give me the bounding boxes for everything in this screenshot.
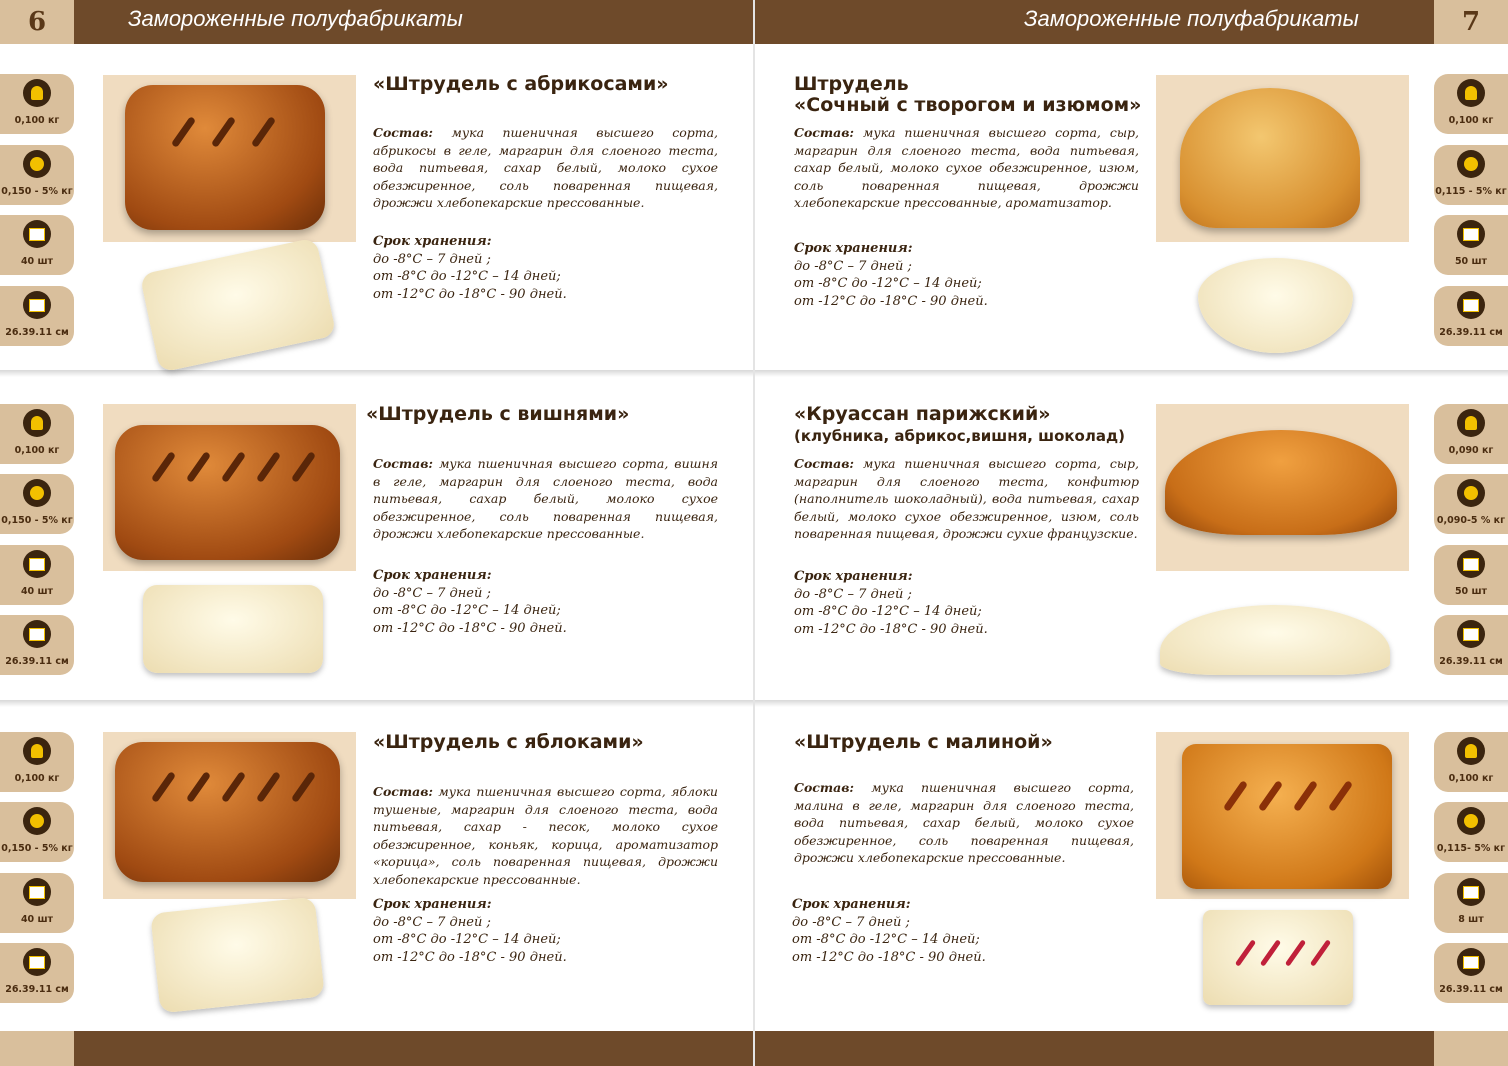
product-composition: Состав: мука пшеничная высшего сорта, вишня в геле, маргарин для слоеного теста, вода питьевая, сахар белый, молоко сухое обезжиренное, соль поваренная пищевая, дрожжи хлебопекарские прессованные. (373, 456, 718, 542)
badge-box-size: 26.39.11 см (0, 286, 74, 346)
box-size-icon (23, 620, 51, 648)
box-count-icon (23, 220, 51, 248)
badge-frozen-weight: 0,090-5 % кг (1434, 474, 1508, 534)
badge-box-count: 50 шт (1434, 545, 1508, 605)
composition-label: Состав: (794, 125, 855, 140)
badge-box-size: 26.39.11 см (1434, 615, 1508, 675)
product-storage: Срок хранения: до -8°С – 7 дней ; от -8°С до -12°С – 14 дней; от -12°С до -18°С - 90 дней. (792, 897, 986, 965)
badge-box-size: 26.39.11 см (1434, 286, 1508, 346)
badge-weight: 0,100 кг (0, 404, 74, 464)
box-size-icon (23, 948, 51, 976)
frozen-weight-icon (1457, 479, 1485, 507)
box-size-icon (1457, 948, 1485, 976)
product-title: «Сочный с творогом и изюмом» (794, 94, 1142, 116)
baked-pastry-image (1180, 88, 1360, 228)
page-spine (753, 0, 755, 1066)
product-composition: Состав: мука пшеничная высшего сорта, яблоки тушеные, маргарин для слоеного теста, вода питьевая, сахар - песок, молоко сухое обезжиренное, коньяк, корица, ароматизатор «корица», соль поваренная пищевая, дрожжи хлебопекарские прессованные. (373, 784, 718, 887)
box-size-icon (1457, 620, 1485, 648)
composition-label: Состав: (794, 456, 855, 471)
badge-weight: 0,100 кг (0, 74, 74, 134)
product-storage: Срок хранения: до -8°С – 7 дней ; от -8°С до -12°С – 14 дней; от -12°С до -18°С - 90 дней. (794, 569, 988, 637)
frozen-pastry-image (1203, 910, 1353, 1005)
footer-band-left (74, 1031, 753, 1066)
product-title: «Штрудель с малиной» (794, 731, 1053, 753)
badge-box-size: 26.39.11 см (0, 943, 74, 1003)
weight-icon (23, 79, 51, 107)
badge-frozen-weight: 0,115- 5% кг (1434, 802, 1508, 862)
weight-icon (1457, 409, 1485, 437)
product-title-line1: Штрудель (794, 73, 909, 95)
badge-frozen-weight: 0,150 - 5% кг (0, 145, 74, 205)
frozen-pastry-image (1160, 605, 1390, 675)
badge-box-count: 40 шт (0, 873, 74, 933)
frozen-weight-icon (1457, 150, 1485, 178)
frozen-pastry-image (1198, 258, 1353, 353)
frozen-weight-icon (23, 150, 51, 178)
box-count-icon (1457, 550, 1485, 578)
baked-pastry-image (115, 425, 340, 560)
box-size-icon (23, 291, 51, 319)
separator (755, 370, 1508, 377)
header-title-right: Замороженные полуфабрикаты (1024, 6, 1359, 31)
composition-label: Состав: (373, 784, 434, 799)
separator (0, 700, 753, 707)
weight-icon (1457, 737, 1485, 765)
badge-box-count: 40 шт (0, 545, 74, 605)
frozen-weight-icon (23, 479, 51, 507)
footer-box-left (0, 1031, 74, 1066)
footer-box-right (1434, 1031, 1508, 1066)
box-count-icon (23, 878, 51, 906)
product-composition: Состав: мука пшеничная высшего сорта, сыр, маргарин для слоеного теста, конфитюр (наполнитель шоколадный), вода питьевая, сахар белый, молоко сухое обезжиренное, изюм, соль поваренная пищевая, дрожжи сухие французские. (794, 456, 1139, 542)
badge-box-size: 26.39.11 см (1434, 943, 1508, 1003)
badge-box-count: 8 шт (1434, 873, 1508, 933)
frozen-weight-icon (23, 807, 51, 835)
product-title: «Круассан парижский» (794, 403, 1051, 425)
badge-weight: 0,100 кг (1434, 732, 1508, 792)
frozen-pastry-image (150, 897, 325, 1014)
page-number-left: 6 (0, 0, 74, 44)
product-composition: Состав: мука пшеничная высшего сорта, малина в геле, маргарин для слоеного теста, вода питьевая, сахар белый, молоко сухое обезжиренное, соль поваренная пищевая, дрожжи хлебопекарские прессованные. (794, 780, 1135, 866)
baked-pastry-image (115, 742, 340, 882)
separator (755, 700, 1508, 707)
product-storage: Срок хранения: до -8°С – 7 дней ; от -8°С до -12°С – 14 дней; от -12°С до -18°С - 90 дней. (373, 234, 567, 302)
composition-label: Состав: (794, 780, 855, 795)
product-subtitle: (клубника, абрикос,вишня, шоколад) (794, 427, 1125, 445)
badge-box-count: 50 шт (1434, 215, 1508, 275)
box-count-icon (1457, 878, 1485, 906)
product-composition: Состав: мука пшеничная высшего сорта, абрикосы в геле, маргарин для слоеного теста, вода питьевая, сахар белый, молоко сухое обезжиренное, соль поваренная пищевая, дрожжи хлебопекарские прессованные. (373, 125, 719, 211)
box-size-icon (1457, 291, 1485, 319)
box-count-icon (1457, 220, 1485, 248)
product-title: «Штрудель с яблоками» (373, 731, 644, 753)
product-storage: Срок хранения: до -8°С – 7 дней ; от -8°С до -12°С – 14 дней; от -12°С до -18°С - 90 дней. (373, 897, 567, 965)
page-number-right: 7 (1434, 0, 1508, 44)
weight-icon (23, 409, 51, 437)
box-count-icon (23, 550, 51, 578)
separator (0, 370, 753, 377)
footer-band-right (755, 1031, 1434, 1066)
product-title: «Штрудель с абрикосами» (373, 73, 669, 95)
frozen-pastry-image (140, 237, 337, 372)
baked-pastry-image (125, 85, 325, 230)
badge-box-size: 26.39.11 см (0, 615, 74, 675)
weight-icon (23, 737, 51, 765)
product-composition: Состав: мука пшеничная высшего сорта, сыр, маргарин для слоеного теста, вода питьевая, сахар белый, молоко сухое обезжиренное, изюм, соль поваренная пищевая, дрожжи хлебопекарские прессованные, ароматизатор. (794, 125, 1139, 211)
badge-weight: 0,090 кг (1434, 404, 1508, 464)
badge-weight: 0,100 кг (1434, 74, 1508, 134)
product-title: «Штрудель с вишнями» (366, 403, 630, 425)
composition-label: Состав: (373, 456, 434, 471)
weight-icon (1457, 79, 1485, 107)
badge-frozen-weight: 0,150 - 5% кг (0, 802, 74, 862)
composition-label: Состав: (373, 125, 434, 140)
product-storage: Срок хранения: до -8°С – 7 дней ; от -8°С до -12°С – 14 дней; от -12°С до -18°С - 90 дней. (794, 241, 988, 309)
baked-pastry-image (1182, 744, 1392, 889)
product-storage: Срок хранения: до -8°С – 7 дней ; от -8°С до -12°С – 14 дней; от -12°С до -18°С - 90 дней. (373, 568, 567, 636)
badge-frozen-weight: 0,150 - 5% кг (0, 474, 74, 534)
badge-weight: 0,100 кг (0, 732, 74, 792)
badge-box-count: 40 шт (0, 215, 74, 275)
frozen-weight-icon (1457, 807, 1485, 835)
badge-frozen-weight: 0,115 - 5% кг (1434, 145, 1508, 205)
frozen-pastry-image (143, 585, 323, 673)
header-title-left: Замороженные полуфабрикаты (128, 6, 463, 31)
